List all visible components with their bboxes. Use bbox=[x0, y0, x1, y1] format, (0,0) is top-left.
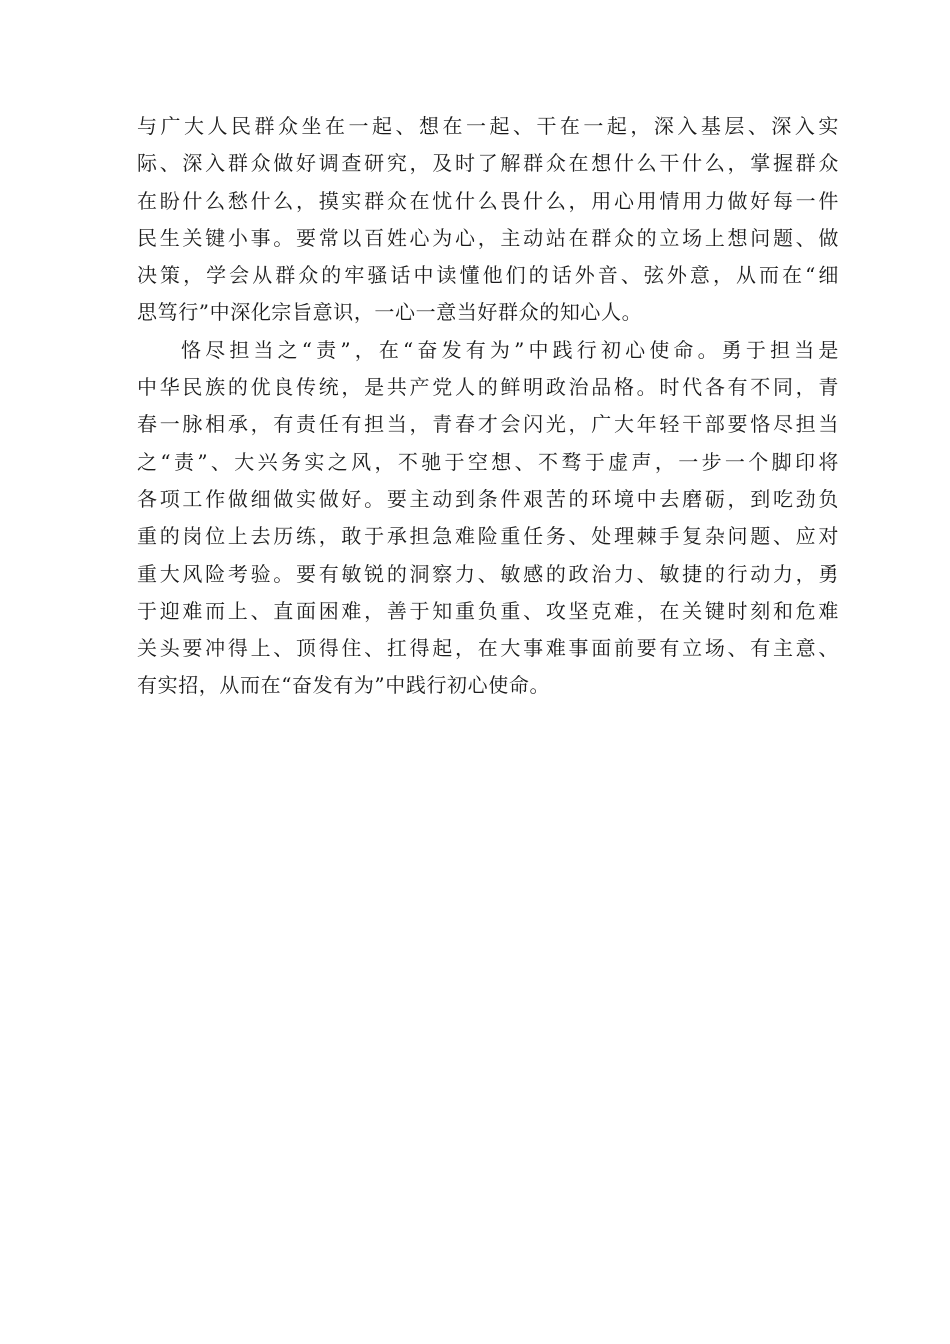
text-line: 之“责”、大兴务实之风，不驰于空想、不骛于虚声，一步一个脚印将 bbox=[137, 449, 839, 474]
paragraph-2 bbox=[137, 332, 839, 705]
paragraph-1 bbox=[137, 108, 839, 332]
text-line: 于迎难而上、直面困难，善于知重负重、攻坚克难，在关键时刻和危难 bbox=[137, 598, 839, 623]
text-line: 重大风险考验。要有敏锐的洞察力、敏感的政治力、敏捷的行动力，勇 bbox=[137, 561, 839, 586]
text-line: 民生关键小事。要常以百姓心为心，主动站在群众的立场上想问题、做 bbox=[137, 225, 839, 250]
text-line: 春一脉相承，有责任有担当，青春才会闪光，广大年轻干部要恪尽担当 bbox=[137, 412, 839, 437]
text-line: 决策，学会从群众的牢骚话中读懂他们的话外音、弦外意，从而在“细 bbox=[137, 263, 839, 288]
text-line: 关头要冲得上、顶得住、扛得起，在大事难事面前要有立场、有主意、 bbox=[137, 636, 839, 661]
body-text bbox=[137, 108, 839, 705]
text-line: 重的岗位上去历练，敢于承担急难险重任务、处理棘手复杂问题、应对 bbox=[137, 524, 839, 549]
text-line: 恪尽担当之“责”，在“奋发有为”中践行初心使命。勇于担当是 bbox=[181, 337, 839, 362]
text-line: 与广大人民群众坐在一起、想在一起、干在一起，深入基层、深入实 bbox=[137, 114, 839, 138]
text-line: 中华民族的优良传统，是共产党人的鲜明政治品格。时代各有不同，青 bbox=[137, 375, 839, 400]
text-line: 在盼什么愁什么，摸实群众在忧什么畏什么，用心用情用力做好每一件 bbox=[137, 188, 839, 213]
text-line: 各项工作做细做实做好。要主动到条件艰苦的环境中去磨砺，到吃劲负 bbox=[137, 486, 839, 511]
text-line: 际、深入群众做好调查研究，及时了解群众在想什么干什么，掌握群众 bbox=[137, 151, 839, 176]
text-line: 有实招，从而在“奋发有为”中践行初心使命。 bbox=[137, 673, 551, 698]
text-line: 思笃行”中深化宗旨意识，一心一意当好群众的知心人。 bbox=[137, 300, 643, 325]
